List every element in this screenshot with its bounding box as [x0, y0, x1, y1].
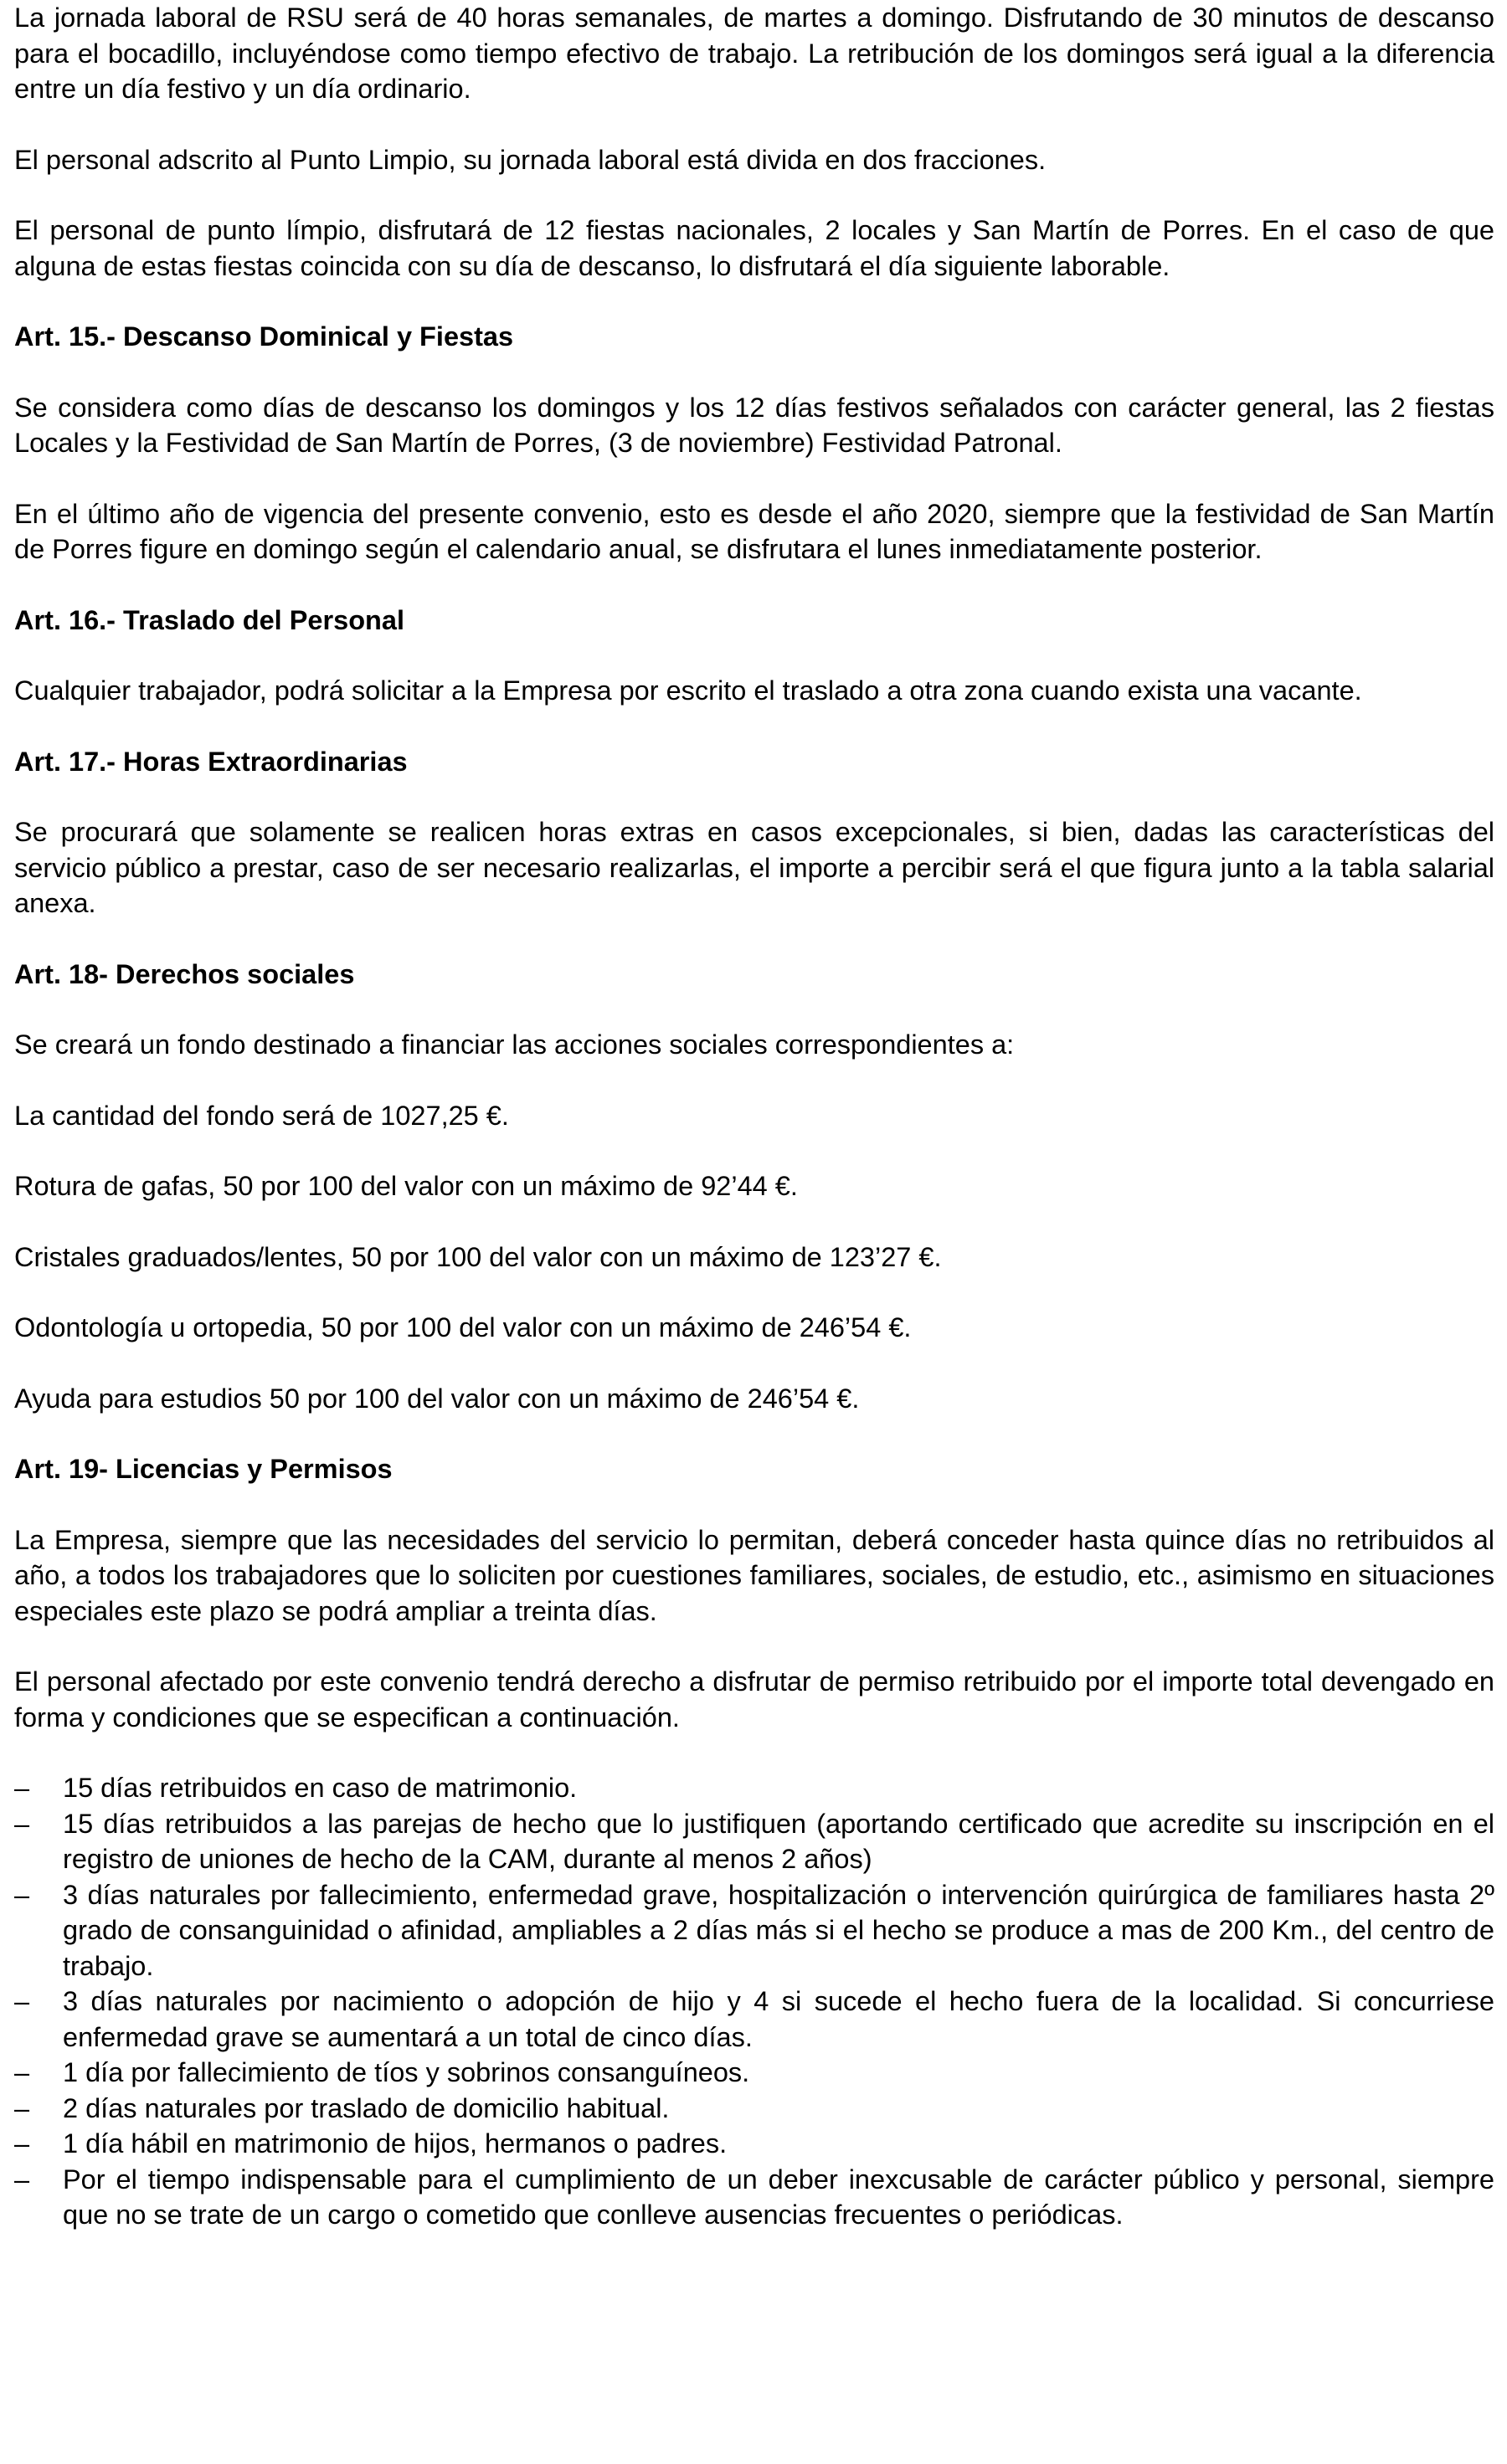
list-item-text: 3 días naturales por nacimiento o adopción de hijo y 4 si sucede el hecho fuera de la localidad. Si concurriese enfermedad grave se aumentará a un total de cinco días. — [63, 1986, 1494, 2052]
dash-marker: – — [14, 2164, 30, 2194]
dash-marker: – — [14, 1879, 30, 1910]
list-item — [14, 1806, 1494, 1877]
art19-paragraph-1: La Empresa, siempre que las necesidades del servicio lo permitan, deberá conceder hasta quince días no retribuidos al año, a todos los trabajadores que lo soliciten por cuestiones familiares, sociales, de estudio, etc., asimismo en situaciones especiales este plazo se podrá ampliar a treinta días. — [14, 1524, 1494, 1626]
list-item — [14, 2162, 1494, 2233]
list-item-text: 2 días naturales por traslado de domicilio habitual. — [63, 2092, 670, 2123]
list-item — [14, 1877, 1494, 1984]
list-item-text: 1 día por fallecimiento de tíos y sobrinos consanguíneos. — [63, 2057, 750, 2087]
intro-paragraph-3: El personal de punto límpio, disfrutará de 12 fiestas nacionales, 2 locales y San Martín de Porres. En el caso de que alguna de estas fiestas coincida con su día de descanso, lo disfrutará el día siguiente laborable. — [14, 215, 1494, 281]
dash-marker: – — [14, 1986, 30, 2016]
list-item — [14, 2055, 1494, 2091]
dash-marker: – — [14, 2057, 30, 2087]
art15-paragraph-1: Se considera como días de descanso los domingos y los 12 días festivos señalados con carácter general, las 2 fiestas Locales y la Festividad de San Martín de Porres, (3 de noviembre) Festividad Patronal. — [14, 392, 1494, 458]
document-page — [14, 0, 1494, 2233]
list-item-text: Por el tiempo indispensable para el cumplimiento de un deber inexcusable de carácter público y personal, siempre que no se trate de un cargo o cometido que conlleve ausencias frecuentes o periódicas. — [63, 2164, 1494, 2230]
art19-heading: Art. 19- Licencias y Permisos — [14, 1454, 393, 1484]
list-item-text: 3 días naturales por fallecimiento, enfermedad grave, hospitalización o intervención quirúrgica de familiares hasta 2º grado de consanguinidad o afinidad, ampliables a 2 días más si el hecho se produce a mas de 200 Km., del centro de trabajo. — [63, 1879, 1494, 1981]
art18-lenses: Cristales graduados/lentes, 50 por 100 del valor con un máximo de 123’27 €. — [14, 1241, 942, 1272]
list-item — [14, 1770, 1494, 1806]
art17-heading: Art. 17.- Horas Extraordinarias — [14, 746, 408, 777]
art16-paragraph-1: Cualquier trabajador, podrá solicitar a la Empresa por escrito el traslado a otra zona cuando exista una vacante. — [14, 675, 1362, 706]
dash-marker: – — [14, 2128, 30, 2159]
art17-paragraph-1: Se procurará que solamente se realicen horas extras en casos excepcionales, si bien, dadas las características del servicio público a prestar, caso de ser necesario realizarlas, el importe a percibir será el que figura junto a la tabla salarial anexa. — [14, 817, 1494, 918]
art19-paragraph-2: El personal afectado por este convenio tendrá derecho a disfrutar de permiso retribuido por el importe total devengado en forma y condiciones que se especifican a continuación. — [14, 1666, 1494, 1732]
list-item — [14, 2126, 1494, 2162]
art18-fund-amount: La cantidad del fondo será de 1027,25 €. — [14, 1100, 509, 1131]
art18-studies: Ayuda para estudios 50 por 100 del valor con un máximo de 246’54 €. — [14, 1383, 860, 1414]
art16-heading: Art. 16.- Traslado del Personal — [14, 604, 404, 635]
intro-paragraph-2: El personal adscrito al Punto Limpio, su jornada laboral está divida en dos fracciones. — [14, 144, 1047, 175]
dash-marker: – — [14, 1808, 30, 1839]
art15-paragraph-2: En el último año de vigencia del presente convenio, esto es desde el año 2020, siempre que la festividad de San Martín de Porres figure en domingo según el calendario anual, se disfrutara el lunes inmediatamente posterior. — [14, 498, 1494, 564]
list-item — [14, 2091, 1494, 2127]
permits-list — [14, 1770, 1494, 2233]
art18-glasses: Rotura de gafas, 50 por 100 del valor con un máximo de 92’44 €. — [14, 1171, 798, 1201]
list-item-text: 1 día hábil en matrimonio de hijos, hermanos o padres. — [63, 2128, 728, 2159]
list-item-text: 15 días retribuidos en caso de matrimonio. — [63, 1773, 578, 1803]
dash-marker: – — [14, 2092, 30, 2123]
list-item-text: 15 días retribuidos a las parejas de hecho que lo justifiquen (aportando certificado que acredite su inscripción en el registro de uniones de hecho de la CAM, durante al menos 2 años) — [63, 1808, 1494, 1874]
art18-heading: Art. 18- Derechos sociales — [14, 958, 355, 989]
art18-paragraph-1: Se creará un fondo destinado a financiar las acciones sociales correspondientes a: — [14, 1029, 1015, 1060]
art18-dental: Odontología u ortopedia, 50 por 100 del valor con un máximo de 246’54 €. — [14, 1312, 912, 1342]
art15-heading: Art. 15.- Descanso Dominical y Fiestas — [14, 321, 514, 352]
list-item — [14, 1984, 1494, 2055]
intro-paragraph-1: La jornada laboral de RSU será de 40 horas semanales, de martes a domingo. Disfrutando de 30 minutos de descanso para el bocadillo, incluyéndose como tiempo efectivo de trabajo. La retribución de los domingos será igual a la diferencia entre un día festivo y un día ordinario. — [14, 3, 1494, 104]
dash-marker: – — [14, 1773, 30, 1803]
